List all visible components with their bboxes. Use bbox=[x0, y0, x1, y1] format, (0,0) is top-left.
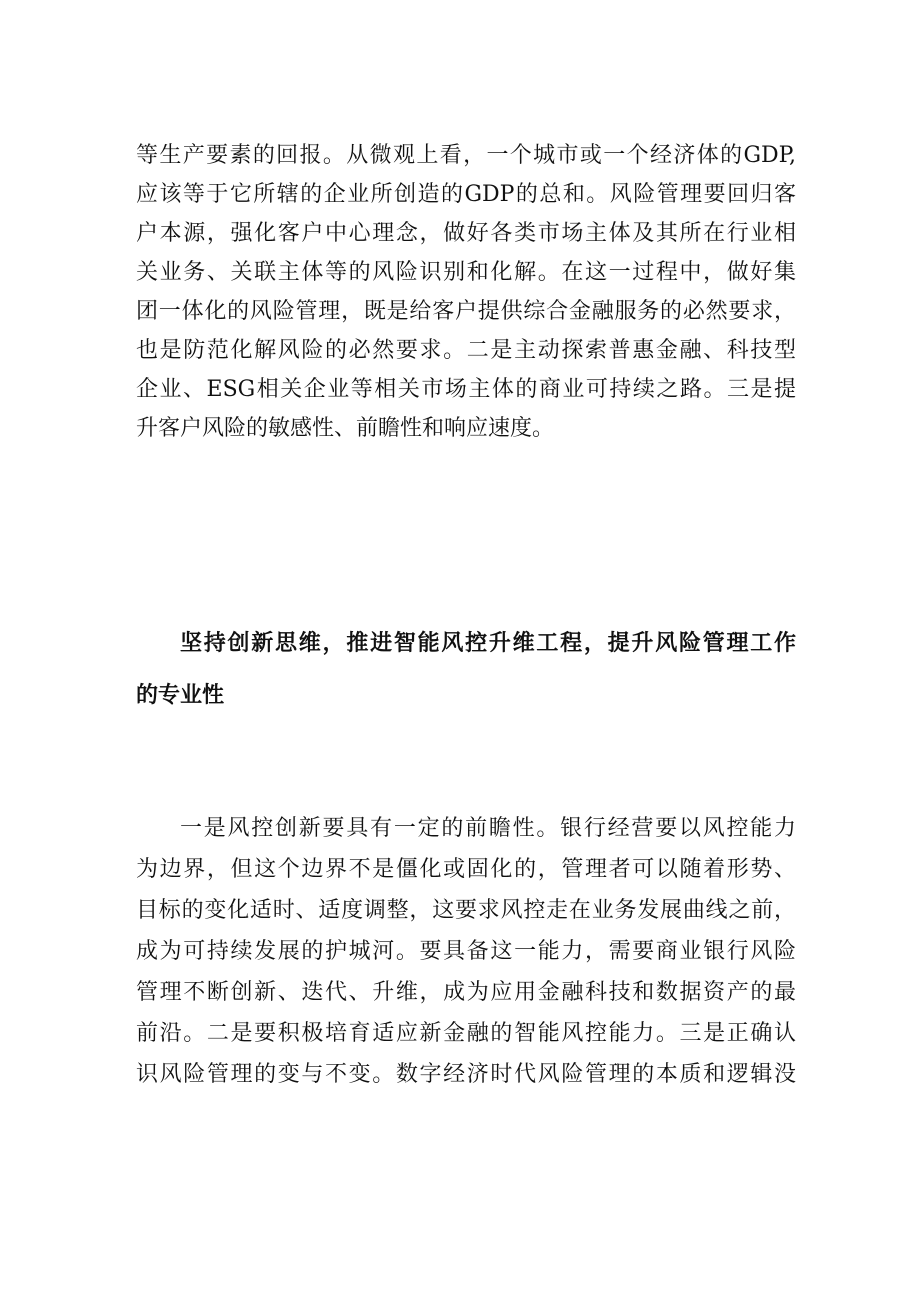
paragraph-line: 为边界，但这个边界不是僵化或固化的，管理者可以随着形势、 bbox=[136, 857, 796, 882]
section-heading bbox=[136, 618, 796, 722]
heading-line: 坚持创新思维，推进智能风控升维工程，提升风险管理工作 bbox=[180, 631, 796, 656]
heading-line: 的专业性 bbox=[136, 683, 225, 708]
paragraph-line: 目标的变化适时、适度调整，这要求风控走在业务发展曲线之前， bbox=[136, 898, 796, 923]
body-paragraph-2 bbox=[136, 808, 796, 1095]
body-paragraph-1 bbox=[136, 136, 796, 448]
paragraph-line: 一是风控创新要具有一定的前瞻性。银行经营要以风控能力 bbox=[180, 816, 796, 841]
paragraph-line: 前沿。二是要积极培育适应新金融的智能风控能力。三是正确认 bbox=[136, 1021, 796, 1046]
paragraph-line: 企业、ESG相关企业等相关市场主体的商业可持续之路。三是提 bbox=[136, 377, 796, 402]
paragraph-line: 户本源，强化客户中心理念，做好各类市场主体及其所在行业相 bbox=[136, 221, 796, 246]
paragraph-line: 等生产要素的回报。从微观上看，一个城市或一个经济体的GDP, bbox=[136, 143, 796, 168]
paragraph-line: 升客户风险的敏感性、前瞻性和响应速度。 bbox=[136, 416, 555, 441]
paragraph-line: 关业务、关联主体等的风险识别和化解。在这一过程中，做好集 bbox=[136, 260, 796, 285]
paragraph-line: 团一体化的风险管理，既是给客户提供综合金融服务的必然要求， bbox=[136, 299, 796, 324]
paragraph-line: 识风险管理的变与不变。数字经济时代风险管理的本质和逻辑没 bbox=[136, 1062, 796, 1087]
paragraph-line: 应该等于它所辖的企业所创造的GDP的总和。风险管理要回归客 bbox=[136, 182, 796, 207]
paragraph-line: 也是防范化解风险的必然要求。二是主动探索普惠金融、科技型 bbox=[136, 338, 796, 363]
paragraph-line: 成为可持续发展的护城河。要具备这一能力，需要商业银行风险 bbox=[136, 939, 796, 964]
paragraph-line: 管理不断创新、迭代、升维，成为应用金融科技和数据资产的最 bbox=[136, 980, 796, 1005]
